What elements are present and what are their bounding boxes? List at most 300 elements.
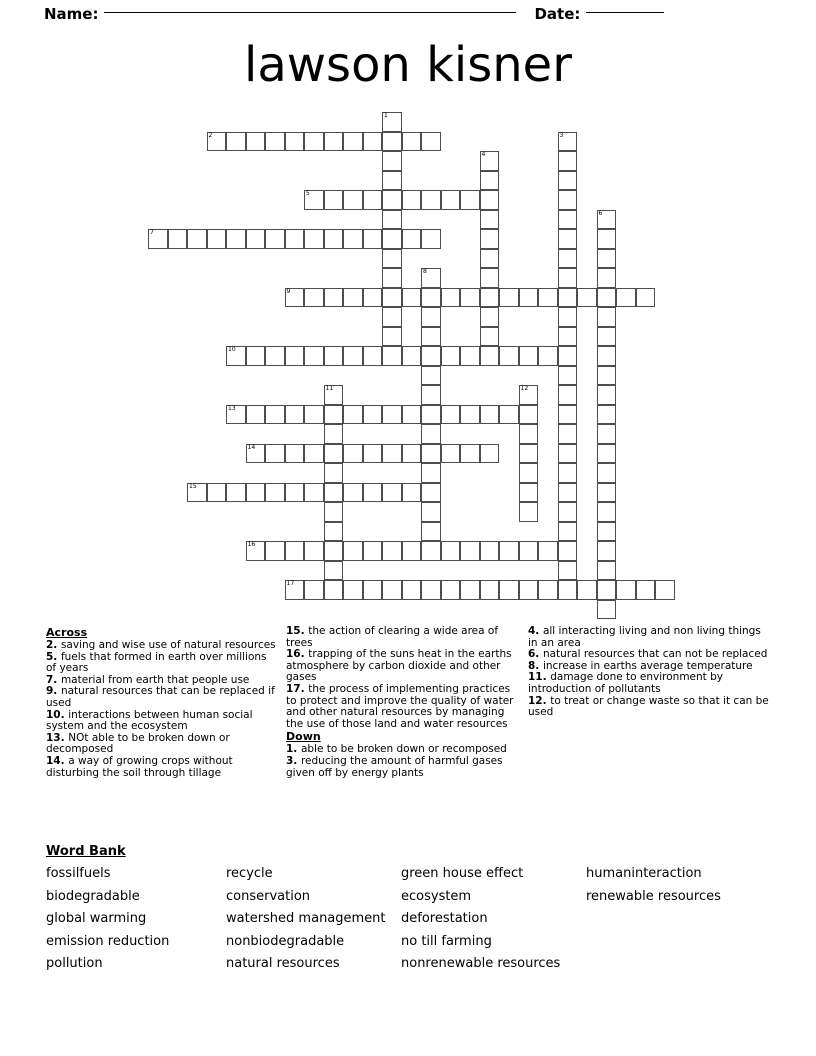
clue-item xyxy=(46,733,278,756)
grid-cell[interactable] xyxy=(421,385,441,405)
grid-cell[interactable] xyxy=(597,463,617,483)
clue-number: 2. xyxy=(46,639,61,651)
grid-cell[interactable] xyxy=(343,132,363,152)
grid-cell[interactable] xyxy=(285,444,305,464)
grid-cell[interactable] xyxy=(324,541,344,561)
grid-cell[interactable] xyxy=(460,190,480,210)
grid-cell[interactable] xyxy=(402,132,422,152)
grid-cell[interactable] xyxy=(480,249,500,269)
grid-cell[interactable] xyxy=(421,327,441,347)
clue-item xyxy=(286,756,518,779)
grid-cell[interactable] xyxy=(558,405,578,425)
grid-cell[interactable] xyxy=(558,327,578,347)
grid-cell[interactable] xyxy=(460,444,480,464)
word-bank-word: renewable resources xyxy=(586,888,721,904)
grid-cell[interactable] xyxy=(382,483,402,503)
grid-cell-number: 7 xyxy=(150,229,154,236)
grid-cell[interactable] xyxy=(421,268,441,288)
grid-cell[interactable] xyxy=(480,541,500,561)
grid-cell[interactable] xyxy=(285,346,305,366)
clue-item xyxy=(528,696,772,719)
grid-cell[interactable] xyxy=(382,190,402,210)
grid-cell[interactable] xyxy=(382,132,402,152)
grid-cell[interactable] xyxy=(304,346,324,366)
grid-cell[interactable] xyxy=(538,346,558,366)
grid-cell[interactable] xyxy=(304,580,324,600)
grid-cell[interactable] xyxy=(402,483,422,503)
grid-cell[interactable] xyxy=(558,171,578,191)
grid-cell[interactable] xyxy=(519,444,539,464)
grid-cell[interactable] xyxy=(499,288,519,308)
grid-cell[interactable] xyxy=(558,346,578,366)
grid-cell[interactable] xyxy=(421,541,441,561)
grid-cell-number: 17 xyxy=(286,580,295,587)
grid-cell[interactable] xyxy=(558,229,578,249)
grid-cell[interactable] xyxy=(324,463,344,483)
grid-cell[interactable] xyxy=(343,229,363,249)
grid-cell[interactable] xyxy=(480,580,500,600)
clue-text: all interacting living and non living things in an area xyxy=(528,625,761,649)
grid-cell[interactable] xyxy=(519,288,539,308)
grid-cell-number: 9 xyxy=(286,287,291,295)
name-label: Name: xyxy=(44,5,99,23)
word-bank-word xyxy=(586,955,772,973)
grid-cell[interactable] xyxy=(460,346,480,366)
grid-cell[interactable] xyxy=(519,502,539,522)
grid-cell[interactable] xyxy=(343,580,363,600)
grid-cell[interactable] xyxy=(343,346,363,366)
grid-cell[interactable] xyxy=(597,366,617,386)
grid-cell[interactable] xyxy=(324,288,344,308)
grid-cell[interactable] xyxy=(597,249,617,269)
grid-cell[interactable] xyxy=(207,229,227,249)
grid-cell[interactable] xyxy=(207,483,227,503)
clue-text: damage done to environment by introduction of pollutants xyxy=(528,671,723,695)
grid-cell-number: 12 xyxy=(520,385,529,392)
grid-cell[interactable] xyxy=(304,288,324,308)
grid-cell[interactable] xyxy=(460,405,480,425)
grid-cell[interactable] xyxy=(246,483,266,503)
grid-cell[interactable] xyxy=(285,288,305,308)
grid-cell[interactable] xyxy=(597,561,617,581)
across-heading: Across xyxy=(46,626,88,639)
word-bank-word xyxy=(586,910,772,928)
grid-cell[interactable] xyxy=(597,268,617,288)
grid-cell[interactable] xyxy=(519,385,539,405)
grid-cell[interactable] xyxy=(597,444,617,464)
grid-cell[interactable] xyxy=(421,190,441,210)
grid-cell[interactable] xyxy=(265,444,285,464)
clues-column-1 xyxy=(46,626,278,779)
grid-cell[interactable] xyxy=(636,288,656,308)
grid-cell[interactable] xyxy=(480,151,500,171)
grid-cell[interactable] xyxy=(480,171,500,191)
grid-cell[interactable] xyxy=(382,229,402,249)
grid-cell[interactable] xyxy=(597,210,617,230)
grid-cell[interactable] xyxy=(480,444,500,464)
grid-cell[interactable] xyxy=(460,541,480,561)
grid-cell[interactable] xyxy=(265,541,285,561)
grid-cell[interactable] xyxy=(441,580,461,600)
grid-cell[interactable] xyxy=(558,307,578,327)
word-bank-word: watershed management xyxy=(226,911,386,926)
grid-cell[interactable] xyxy=(558,210,578,230)
clue-number: 17. xyxy=(286,682,309,695)
grid-cell[interactable] xyxy=(558,502,578,522)
grid-cell[interactable] xyxy=(304,229,324,249)
grid-cell[interactable] xyxy=(187,483,207,503)
clue-item xyxy=(46,652,278,675)
grid-cell[interactable] xyxy=(402,229,422,249)
grid-cell[interactable] xyxy=(382,307,402,327)
clue-item xyxy=(46,756,278,779)
grid-cell[interactable] xyxy=(558,580,578,600)
grid-cell[interactable] xyxy=(519,405,539,425)
word-bank-word: natural resources xyxy=(226,956,340,971)
grid-cell[interactable] xyxy=(382,444,402,464)
grid-cell[interactable] xyxy=(265,132,285,152)
grid-cell[interactable] xyxy=(382,580,402,600)
clue-number: 13. xyxy=(46,731,69,744)
grid-cell[interactable] xyxy=(226,483,246,503)
grid-cell[interactable] xyxy=(343,483,363,503)
grid-cell[interactable] xyxy=(460,288,480,308)
grid-cell[interactable] xyxy=(343,405,363,425)
word-bank-word: global warming xyxy=(46,911,147,926)
grid-cell[interactable] xyxy=(382,541,402,561)
clue-number: 1. xyxy=(286,743,301,756)
grid-cell[interactable] xyxy=(402,541,422,561)
grid-cell[interactable] xyxy=(480,288,500,308)
grid-cell[interactable] xyxy=(597,307,617,327)
grid-cell[interactable] xyxy=(382,249,402,269)
grid-cell[interactable] xyxy=(558,132,578,152)
grid-cell[interactable] xyxy=(363,405,383,425)
grid-cell[interactable] xyxy=(363,288,383,308)
grid-cell[interactable] xyxy=(538,288,558,308)
grid-cell[interactable] xyxy=(265,483,285,503)
grid-cell[interactable] xyxy=(421,424,441,444)
grid-cell[interactable] xyxy=(343,288,363,308)
grid-cell[interactable] xyxy=(597,522,617,542)
grid-cell[interactable] xyxy=(597,229,617,249)
grid-cell[interactable] xyxy=(480,307,500,327)
grid-cell[interactable] xyxy=(363,580,383,600)
grid-cell[interactable] xyxy=(324,424,344,444)
grid-cell[interactable] xyxy=(519,580,539,600)
grid-cell[interactable] xyxy=(597,327,617,347)
grid-cell[interactable] xyxy=(382,288,402,308)
clue-number: 15. xyxy=(286,625,309,637)
page-title: lawson kisner xyxy=(244,37,572,93)
grid-cell[interactable] xyxy=(636,580,656,600)
grid-cell[interactable] xyxy=(382,268,402,288)
grid-cell[interactable] xyxy=(421,405,441,425)
clue-item xyxy=(528,626,772,649)
grid-cell[interactable] xyxy=(363,132,383,152)
grid-cell[interactable] xyxy=(304,483,324,503)
grid-cell[interactable] xyxy=(363,346,383,366)
grid-cell[interactable] xyxy=(577,288,597,308)
grid-cell[interactable] xyxy=(519,424,539,444)
clue-number: 14. xyxy=(46,754,69,767)
grid-cell[interactable] xyxy=(324,580,344,600)
word-bank-word: no till farming xyxy=(401,933,492,949)
grid-cell[interactable] xyxy=(246,229,266,249)
grid-cell[interactable] xyxy=(304,405,324,425)
grid-cell[interactable] xyxy=(226,132,246,152)
grid-cell[interactable] xyxy=(538,580,558,600)
grid-cell[interactable] xyxy=(519,463,539,483)
grid-cell[interactable] xyxy=(382,112,402,132)
grid-cell[interactable] xyxy=(324,561,344,581)
grid-cell[interactable] xyxy=(402,288,422,308)
grid-cell[interactable] xyxy=(597,502,617,522)
grid-cell[interactable] xyxy=(324,405,344,425)
grid-cell[interactable] xyxy=(597,385,617,405)
grid-cell[interactable] xyxy=(558,541,578,561)
grid-cell[interactable] xyxy=(363,541,383,561)
grid-cell[interactable] xyxy=(226,229,246,249)
grid-cell[interactable] xyxy=(597,288,617,308)
clue-text: natural resources that can not be replaced xyxy=(542,648,768,661)
clue-text: fuels that formed in earth over millions of years xyxy=(46,650,267,675)
clue-number: 3. xyxy=(286,754,301,767)
grid-cell[interactable] xyxy=(285,405,305,425)
grid-cell[interactable] xyxy=(402,190,422,210)
grid-cell[interactable] xyxy=(421,288,441,308)
grid-cell[interactable] xyxy=(441,405,461,425)
grid-cell[interactable] xyxy=(538,541,558,561)
grid-cell[interactable] xyxy=(597,600,617,620)
clue-text: NOt able to be broken down or decomposed xyxy=(46,731,230,756)
clue-number: 10. xyxy=(46,708,69,721)
word-bank-word xyxy=(586,933,772,951)
grid-cell[interactable] xyxy=(421,522,441,542)
grid-cell[interactable] xyxy=(519,541,539,561)
grid-cell[interactable] xyxy=(558,561,578,581)
grid-cell[interactable] xyxy=(499,541,519,561)
grid-cell[interactable] xyxy=(168,229,188,249)
word-bank-word: fossilfuels xyxy=(46,866,111,881)
grid-cell[interactable] xyxy=(187,229,207,249)
grid-cell[interactable] xyxy=(324,502,344,522)
grid-cell[interactable] xyxy=(324,346,344,366)
grid-cell[interactable] xyxy=(558,463,578,483)
grid-cell[interactable] xyxy=(558,424,578,444)
grid-cell[interactable] xyxy=(441,541,461,561)
grid-cell[interactable] xyxy=(246,541,266,561)
grid-cell[interactable] xyxy=(265,346,285,366)
grid-cell[interactable] xyxy=(421,463,441,483)
grid-cell-number: 8 xyxy=(423,268,427,275)
grid-cell[interactable] xyxy=(499,580,519,600)
grid-cell[interactable] xyxy=(480,327,500,347)
grid-cell[interactable] xyxy=(480,346,500,366)
grid-cell[interactable] xyxy=(246,405,266,425)
word-bank-word: conservation xyxy=(226,888,311,904)
grid-cell[interactable] xyxy=(363,190,383,210)
grid-cell[interactable] xyxy=(597,405,617,425)
grid-cell[interactable] xyxy=(304,132,324,152)
grid-cell[interactable] xyxy=(324,522,344,542)
grid-cell[interactable] xyxy=(421,366,441,386)
word-bank-word: nonrenewable resources xyxy=(401,956,561,971)
grid-cell[interactable] xyxy=(421,580,441,600)
grid-cell[interactable] xyxy=(285,580,305,600)
grid-cell[interactable] xyxy=(499,405,519,425)
date-label: Date: xyxy=(534,5,581,23)
grid-cell[interactable] xyxy=(558,385,578,405)
grid-cell[interactable] xyxy=(421,229,441,249)
clue-text: material from earth that people use xyxy=(60,673,250,686)
grid-cell[interactable] xyxy=(421,132,441,152)
grid-cell[interactable] xyxy=(597,483,617,503)
grid-cell[interactable] xyxy=(304,190,324,210)
grid-cell[interactable] xyxy=(616,580,636,600)
grid-cell[interactable] xyxy=(558,366,578,386)
grid-cell[interactable] xyxy=(382,171,402,191)
grid-cell[interactable] xyxy=(499,346,519,366)
grid-cell[interactable] xyxy=(363,483,383,503)
grid-cell[interactable] xyxy=(441,190,461,210)
grid-cell[interactable] xyxy=(246,444,266,464)
clue-number: 16. xyxy=(286,648,309,661)
grid-cell-number: 15 xyxy=(189,482,197,490)
grid-cell[interactable] xyxy=(460,580,480,600)
grid-cell[interactable] xyxy=(343,190,363,210)
grid-cell[interactable] xyxy=(265,229,285,249)
grid-cell[interactable] xyxy=(402,444,422,464)
grid-cell-number: 3 xyxy=(559,131,564,139)
grid-cell[interactable] xyxy=(558,288,578,308)
grid-cell[interactable] xyxy=(324,190,344,210)
grid-cell[interactable] xyxy=(402,405,422,425)
grid-cell[interactable] xyxy=(324,444,344,464)
grid-cell[interactable] xyxy=(402,580,422,600)
grid-cell[interactable] xyxy=(285,483,305,503)
grid-cell-number: 5 xyxy=(306,190,310,197)
grid-cell[interactable] xyxy=(480,190,500,210)
clue-number: 8. xyxy=(528,659,543,672)
grid-cell[interactable] xyxy=(421,346,441,366)
grid-cell[interactable] xyxy=(226,405,246,425)
grid-cell[interactable] xyxy=(304,444,324,464)
grid-cell[interactable] xyxy=(285,541,305,561)
grid-cell[interactable] xyxy=(285,229,305,249)
grid-cell[interactable] xyxy=(480,210,500,230)
grid-cell[interactable] xyxy=(597,424,617,444)
grid-cell[interactable] xyxy=(441,444,461,464)
grid-cell[interactable] xyxy=(148,229,168,249)
grid-cell-number: 10 xyxy=(228,346,236,353)
grid-cell[interactable] xyxy=(480,268,500,288)
grid-cell[interactable] xyxy=(285,132,305,152)
word-bank-word: emission reduction xyxy=(46,933,170,949)
grid-cell[interactable] xyxy=(226,346,246,366)
grid-cell[interactable] xyxy=(597,580,617,600)
clue-number: 7. xyxy=(46,673,61,686)
grid-cell[interactable] xyxy=(616,288,636,308)
grid-cell[interactable] xyxy=(655,580,675,600)
grid-cell[interactable] xyxy=(304,541,324,561)
grid-cell[interactable] xyxy=(363,229,383,249)
grid-cell[interactable] xyxy=(558,483,578,503)
clue-text: natural resources that can be replaced if used xyxy=(46,685,275,709)
grid-cell[interactable] xyxy=(382,210,402,230)
clue-item xyxy=(46,710,278,733)
grid-cell[interactable] xyxy=(343,444,363,464)
grid-cell-number: 1 xyxy=(384,112,388,119)
clue-item xyxy=(528,672,772,695)
grid-cell[interactable] xyxy=(324,385,344,405)
clue-number: 5. xyxy=(46,650,61,663)
grid-cell-number: 14 xyxy=(247,443,256,451)
grid-cell[interactable] xyxy=(265,405,285,425)
grid-cell[interactable] xyxy=(207,132,227,152)
grid-cell-number: 16 xyxy=(247,541,256,548)
grid-cell[interactable] xyxy=(480,229,500,249)
grid-cell[interactable] xyxy=(382,151,402,171)
grid-cell-number: 6 xyxy=(598,209,603,217)
grid-cell[interactable] xyxy=(558,190,578,210)
grid-cell[interactable] xyxy=(382,346,402,366)
word-bank-word: green house effect xyxy=(401,866,524,881)
grid-cell[interactable] xyxy=(441,288,461,308)
grid-cell[interactable] xyxy=(597,541,617,561)
word-bank-word: ecosystem xyxy=(401,888,472,904)
grid-cell[interactable] xyxy=(363,444,383,464)
grid-cell[interactable] xyxy=(382,405,402,425)
clue-item xyxy=(286,649,518,684)
grid-cell[interactable] xyxy=(421,307,441,327)
grid-cell[interactable] xyxy=(421,444,441,464)
grid-cell[interactable] xyxy=(480,405,500,425)
grid-cell[interactable] xyxy=(421,483,441,503)
grid-cell[interactable] xyxy=(402,346,422,366)
grid-cell[interactable] xyxy=(558,444,578,464)
clue-text: to treat or change waste so that it can be used xyxy=(528,694,769,719)
grid-cell[interactable] xyxy=(558,522,578,542)
grid-cell[interactable] xyxy=(441,346,461,366)
word-bank-word: biodegradable xyxy=(46,888,140,904)
grid-cell[interactable] xyxy=(558,268,578,288)
grid-cell[interactable] xyxy=(324,132,344,152)
grid-cell[interactable] xyxy=(343,541,363,561)
grid-cell[interactable] xyxy=(382,327,402,347)
grid-cell[interactable] xyxy=(519,483,539,503)
grid-cell[interactable] xyxy=(519,346,539,366)
grid-cell-number: 4 xyxy=(481,151,486,158)
grid-cell[interactable] xyxy=(246,132,266,152)
clue-item xyxy=(46,686,278,709)
grid-cell[interactable] xyxy=(324,229,344,249)
word-bank-word: nonbiodegradable xyxy=(226,933,345,949)
clue-text: able to be broken down or recomposed xyxy=(300,743,507,756)
clues-column-3 xyxy=(528,626,772,719)
grid-cell[interactable] xyxy=(324,483,344,503)
grid-cell[interactable] xyxy=(421,502,441,522)
grid-cell[interactable] xyxy=(577,580,597,600)
grid-cell[interactable] xyxy=(597,346,617,366)
clue-number: 12. xyxy=(528,694,551,707)
grid-cell[interactable] xyxy=(558,249,578,269)
clue-number: 11. xyxy=(528,671,551,684)
clue-number: 6. xyxy=(528,648,543,661)
grid-cell[interactable] xyxy=(558,151,578,171)
grid-cell[interactable] xyxy=(246,346,266,366)
down-heading: Down xyxy=(286,730,321,744)
